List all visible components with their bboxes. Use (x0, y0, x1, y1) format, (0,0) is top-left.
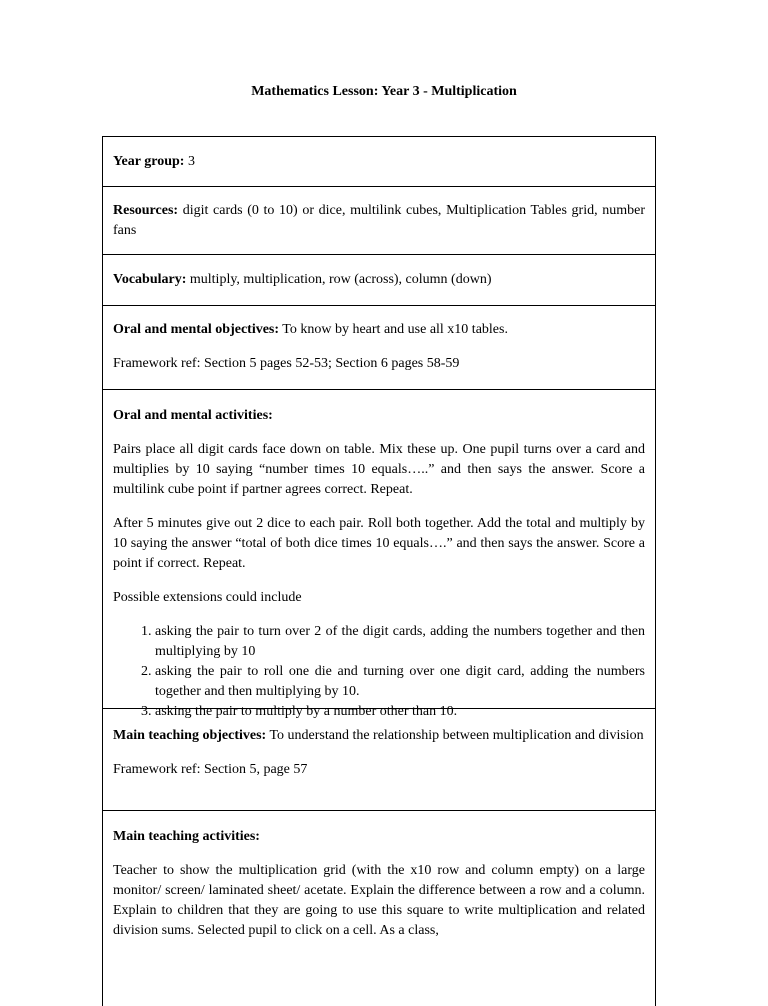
document-title: Mathematics Lesson: Year 3 - Multiplication (251, 84, 517, 99)
lesson-plan-table (102, 136, 656, 1006)
main-activities-cell (103, 811, 655, 941)
oral-objectives-cell (103, 306, 655, 390)
oral-activities-paragraph-1: Pairs place all digit cards face down on table. Mix these up. One pupil turns over a card and multiplies by 10 saying “number times 10 equals…..” and then says the answer. Score a multilink cube point if partner agrees correct. Repeat. (113, 442, 645, 497)
vocabulary-label: Vocabulary: (113, 272, 187, 287)
oral-activities-paragraph-3: Possible extensions could include (113, 590, 302, 605)
year-group-cell (103, 137, 655, 187)
extension-item: 2. asking the pair to roll one die and turning over one digit card, adding the numbers together and then multiplying by 10. (155, 662, 645, 702)
main-objectives-label: Main teaching objectives: (113, 728, 267, 743)
oral-objectives-value: To know by heart and use all x10 tables. (279, 322, 508, 337)
main-activities-label: Main teaching activities: (113, 829, 260, 844)
vocabulary-cell (103, 255, 655, 306)
main-objectives-value: To understand the relationship between multiplication and division (266, 728, 644, 743)
oral-activities-paragraph-2: After 5 minutes give out 2 dice to each pair. Roll both together. Add the total and multiply by 10 saying the answer “total of both dice times 10 equals….” and then says the answer. Score a point if correct. Repeat. (113, 516, 645, 571)
resources-value: digit cards (0 to 10) or dice, multilink cubes, Multiplication Tables grid, number fans (113, 203, 645, 238)
extension-item: 3. asking the pair to multiply by a number other than 10. (155, 702, 645, 722)
resources-label: Resources: (113, 203, 179, 218)
oral-activities-cell (103, 390, 655, 719)
oral-objectives-label: Oral and mental objectives: (113, 322, 280, 337)
extensions-list (113, 622, 645, 722)
oral-activities-label: Oral and mental activities: (113, 408, 273, 423)
main-objectives-cell (103, 709, 655, 811)
resources-cell (103, 187, 655, 255)
oral-framework-ref: Framework ref: Section 5 pages 52-53; Section 6 pages 58-59 (113, 356, 460, 371)
year-group-value: 3 (184, 154, 195, 169)
main-activities-paragraph-1: Teacher to show the multiplication grid (with the x10 row and column empty) on a large monitor/ screen/ laminated sheet/ acetate. Explain the difference between a row and a column. Explain to children that they are going to use this square to write multiplication and related division sums. Selected pupil to click on a cell. As a class, (113, 863, 645, 938)
main-framework-ref: Framework ref: Section 5, page 57 (113, 762, 308, 777)
year-group-label: Year group: (113, 154, 185, 169)
extension-item: 1. asking the pair to turn over 2 of the digit cards, adding the numbers together and then multiplying by 10 (155, 622, 645, 662)
vocabulary-value: multiply, multiplication, row (across), column (down) (186, 272, 492, 287)
